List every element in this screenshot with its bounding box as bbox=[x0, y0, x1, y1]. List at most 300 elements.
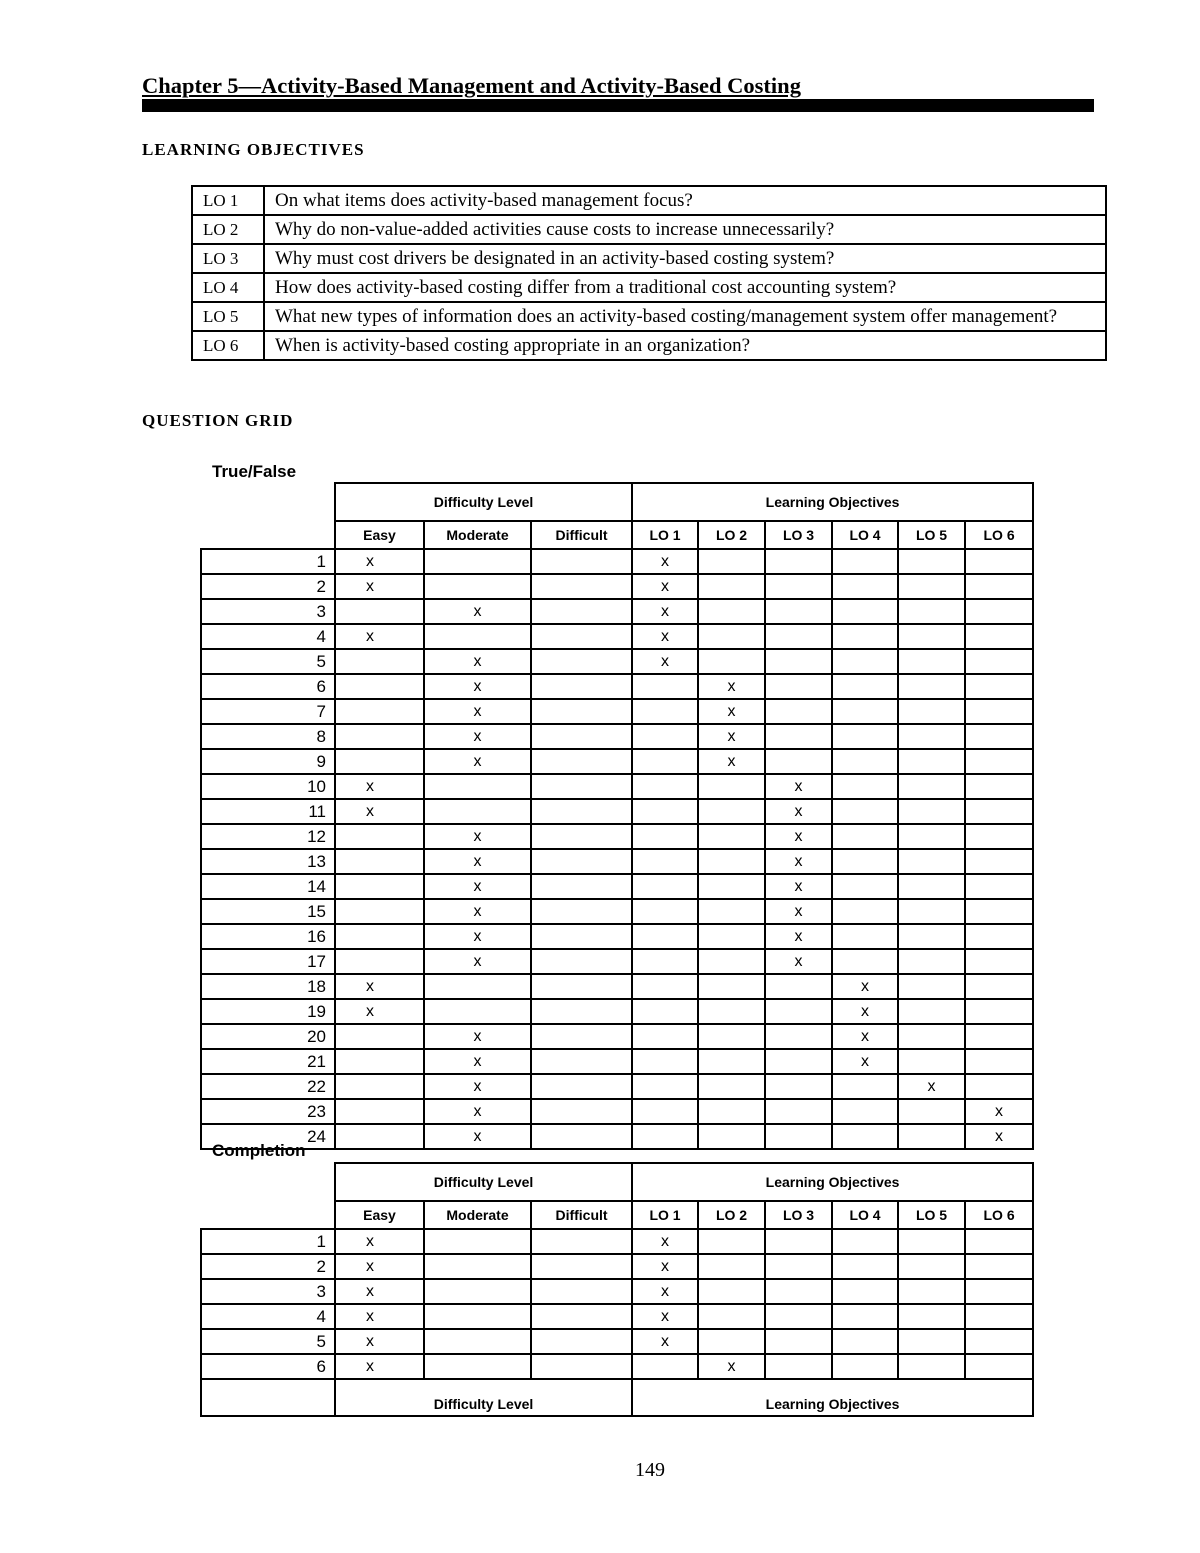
lo-cell-lo6 bbox=[965, 574, 1033, 599]
lo-cell-lo1: x bbox=[632, 574, 698, 599]
lo-cell-lo5 bbox=[898, 899, 965, 924]
table-row bbox=[201, 1229, 1033, 1254]
lo-cell-lo3: x bbox=[765, 949, 832, 974]
lo-cell-lo4 bbox=[832, 1304, 898, 1329]
difficulty-cell-moderate bbox=[424, 1304, 531, 1329]
footer-difficulty-level: Difficulty Level bbox=[335, 1379, 632, 1416]
question-number: 16 bbox=[201, 924, 335, 949]
question-number: 7 bbox=[201, 699, 335, 724]
lo-cell-lo5 bbox=[898, 1254, 965, 1279]
lo-cell-lo4 bbox=[832, 624, 898, 649]
difficulty-cell-moderate bbox=[424, 1354, 531, 1379]
lo-cell-lo5 bbox=[898, 699, 965, 724]
lo-cell-lo1 bbox=[632, 874, 698, 899]
lo-cell-lo4 bbox=[832, 874, 898, 899]
difficulty-cell-difficult bbox=[531, 599, 632, 624]
chapter-title-rule bbox=[142, 99, 1094, 112]
difficulty-cell-easy bbox=[335, 674, 424, 699]
lo-cell-lo2 bbox=[698, 1099, 765, 1124]
difficulty-cell-moderate: x bbox=[424, 874, 531, 899]
lo-cell-lo2 bbox=[698, 999, 765, 1024]
difficulty-cell-difficult bbox=[531, 674, 632, 699]
lo-cell-lo2 bbox=[698, 1329, 765, 1354]
lo-cell-lo6: x bbox=[965, 1124, 1033, 1149]
lo-cell-lo6 bbox=[965, 999, 1033, 1024]
lo-cell-lo2: x bbox=[698, 674, 765, 699]
lo-text: What new types of information does an activity-based costing/management system offer management? bbox=[264, 302, 1106, 331]
lo-cell-lo3 bbox=[765, 1279, 832, 1304]
lo-cell-lo1 bbox=[632, 1124, 698, 1149]
difficulty-cell-moderate: x bbox=[424, 924, 531, 949]
difficulty-cell-easy: x bbox=[335, 1229, 424, 1254]
lo-cell-lo5 bbox=[898, 1279, 965, 1304]
lo-cell-lo3 bbox=[765, 1024, 832, 1049]
difficulty-cell-easy: x bbox=[335, 799, 424, 824]
col-lo1: LO 1 bbox=[632, 521, 698, 549]
table-row bbox=[201, 1024, 1033, 1049]
lo-cell-lo4 bbox=[832, 699, 898, 724]
lo-cell-lo1 bbox=[632, 999, 698, 1024]
lo-cell-lo1: x bbox=[632, 1304, 698, 1329]
difficulty-cell-difficult bbox=[531, 1229, 632, 1254]
lo-cell-lo3: x bbox=[765, 774, 832, 799]
difficulty-cell-easy bbox=[335, 1124, 424, 1149]
lo-cell-lo1 bbox=[632, 674, 698, 699]
difficulty-cell-difficult bbox=[531, 1254, 632, 1279]
difficulty-cell-moderate bbox=[424, 774, 531, 799]
lo-cell-lo5 bbox=[898, 1304, 965, 1329]
question-number: 2 bbox=[201, 574, 335, 599]
lo-cell-lo1 bbox=[632, 749, 698, 774]
difficulty-level-header: Difficulty Level bbox=[335, 483, 632, 521]
lo-cell-lo2: x bbox=[698, 1354, 765, 1379]
lo-cell-lo5 bbox=[898, 974, 965, 999]
lo-cell-lo4 bbox=[832, 549, 898, 574]
lo-cell-lo5 bbox=[898, 1329, 965, 1354]
lo-cell-lo6 bbox=[965, 824, 1033, 849]
difficulty-cell-easy bbox=[335, 1074, 424, 1099]
lo-cell-lo5 bbox=[898, 1024, 965, 1049]
question-number: 9 bbox=[201, 749, 335, 774]
lo-cell-lo1 bbox=[632, 974, 698, 999]
lo-cell-lo2 bbox=[698, 1254, 765, 1279]
difficulty-cell-difficult bbox=[531, 1024, 632, 1049]
lo-cell-lo4 bbox=[832, 724, 898, 749]
lo-cell-lo2 bbox=[698, 1229, 765, 1254]
lo-cell-lo3: x bbox=[765, 824, 832, 849]
lo-cell-lo6 bbox=[965, 1304, 1033, 1329]
learning-objectives-header: Learning Objectives bbox=[632, 1163, 1033, 1201]
table-row bbox=[201, 724, 1033, 749]
question-number: 12 bbox=[201, 824, 335, 849]
table-row bbox=[201, 1074, 1033, 1099]
lo-cell-lo3 bbox=[765, 724, 832, 749]
lo-cell-lo4 bbox=[832, 1329, 898, 1354]
lo-cell-lo5 bbox=[898, 799, 965, 824]
lo-cell-lo4: x bbox=[832, 974, 898, 999]
difficulty-cell-moderate: x bbox=[424, 599, 531, 624]
difficulty-cell-difficult bbox=[531, 574, 632, 599]
difficulty-cell-easy bbox=[335, 874, 424, 899]
table-row bbox=[201, 1049, 1033, 1074]
col-difficult: Difficult bbox=[531, 521, 632, 549]
difficulty-cell-difficult bbox=[531, 824, 632, 849]
lo-cell-lo1 bbox=[632, 1354, 698, 1379]
lo-cell-lo2 bbox=[698, 924, 765, 949]
difficulty-cell-difficult bbox=[531, 799, 632, 824]
lo-cell-lo3 bbox=[765, 649, 832, 674]
difficulty-cell-moderate: x bbox=[424, 824, 531, 849]
difficulty-cell-easy bbox=[335, 1099, 424, 1124]
lo-cell-lo2 bbox=[698, 1074, 765, 1099]
lo-cell-lo2 bbox=[698, 549, 765, 574]
difficulty-cell-moderate bbox=[424, 1279, 531, 1304]
difficulty-cell-difficult bbox=[531, 699, 632, 724]
difficulty-cell-easy bbox=[335, 849, 424, 874]
lo-cell-lo3 bbox=[765, 749, 832, 774]
true-false-grid bbox=[200, 482, 1034, 1150]
lo-cell-lo5 bbox=[898, 949, 965, 974]
lo-cell-lo2 bbox=[698, 949, 765, 974]
difficulty-cell-easy bbox=[335, 599, 424, 624]
lo-cell-lo5 bbox=[898, 824, 965, 849]
lo-cell-lo3 bbox=[765, 599, 832, 624]
lo-cell-lo6 bbox=[965, 1329, 1033, 1354]
lo-cell-lo5 bbox=[898, 674, 965, 699]
lo-cell-lo6 bbox=[965, 774, 1033, 799]
table-row bbox=[201, 1329, 1033, 1354]
lo-cell-lo5 bbox=[898, 599, 965, 624]
lo-cell-lo4: x bbox=[832, 999, 898, 1024]
lo-cell-lo1 bbox=[632, 1049, 698, 1074]
lo-cell-lo4 bbox=[832, 574, 898, 599]
lo-row bbox=[192, 215, 1106, 244]
difficulty-cell-difficult bbox=[531, 999, 632, 1024]
lo-cell-lo3 bbox=[765, 699, 832, 724]
lo-cell-lo6 bbox=[965, 549, 1033, 574]
lo-code: LO 3 bbox=[192, 244, 264, 273]
table-row bbox=[201, 599, 1033, 624]
table-row bbox=[201, 799, 1033, 824]
lo-cell-lo3 bbox=[765, 999, 832, 1024]
lo-cell-lo1 bbox=[632, 799, 698, 824]
difficulty-cell-difficult bbox=[531, 1279, 632, 1304]
difficulty-cell-difficult bbox=[531, 924, 632, 949]
difficulty-cell-easy bbox=[335, 749, 424, 774]
lo-cell-lo6 bbox=[965, 1354, 1033, 1379]
learning-objectives-header: Learning Objectives bbox=[632, 483, 1033, 521]
difficulty-cell-difficult bbox=[531, 774, 632, 799]
difficulty-cell-moderate: x bbox=[424, 724, 531, 749]
lo-cell-lo2 bbox=[698, 649, 765, 674]
lo-cell-lo3 bbox=[765, 1099, 832, 1124]
difficulty-cell-moderate: x bbox=[424, 699, 531, 724]
question-number: 1 bbox=[201, 1229, 335, 1254]
difficulty-cell-moderate: x bbox=[424, 649, 531, 674]
table-row bbox=[201, 574, 1033, 599]
lo-row bbox=[192, 302, 1106, 331]
lo-text: Why must cost drivers be designated in an activity-based costing system? bbox=[264, 244, 1106, 273]
lo-cell-lo4 bbox=[832, 749, 898, 774]
difficulty-cell-easy: x bbox=[335, 574, 424, 599]
lo-cell-lo6 bbox=[965, 924, 1033, 949]
difficulty-cell-difficult bbox=[531, 724, 632, 749]
question-number: 6 bbox=[201, 1354, 335, 1379]
table-row bbox=[201, 824, 1033, 849]
lo-cell-lo4 bbox=[832, 1099, 898, 1124]
lo-cell-lo5: x bbox=[898, 1074, 965, 1099]
lo-cell-lo6 bbox=[965, 724, 1033, 749]
difficulty-cell-difficult bbox=[531, 749, 632, 774]
col-lo2: LO 2 bbox=[698, 521, 765, 549]
lo-cell-lo1: x bbox=[632, 1329, 698, 1354]
lo-cell-lo2: x bbox=[698, 749, 765, 774]
lo-code: LO 1 bbox=[192, 186, 264, 215]
lo-cell-lo5 bbox=[898, 924, 965, 949]
lo-cell-lo1: x bbox=[632, 599, 698, 624]
lo-cell-lo5 bbox=[898, 749, 965, 774]
lo-cell-lo3 bbox=[765, 1229, 832, 1254]
col-lo4: LO 4 bbox=[832, 521, 898, 549]
lo-cell-lo5 bbox=[898, 574, 965, 599]
lo-cell-lo1 bbox=[632, 824, 698, 849]
lo-cell-lo5 bbox=[898, 549, 965, 574]
difficulty-cell-easy bbox=[335, 949, 424, 974]
table-row bbox=[201, 749, 1033, 774]
difficulty-cell-moderate bbox=[424, 574, 531, 599]
lo-cell-lo1 bbox=[632, 1074, 698, 1099]
lo-cell-lo1: x bbox=[632, 649, 698, 674]
lo-cell-lo2 bbox=[698, 849, 765, 874]
lo-cell-lo2 bbox=[698, 574, 765, 599]
page-number: 149 bbox=[635, 1459, 665, 1481]
completion-rows bbox=[201, 1229, 1033, 1379]
lo-cell-lo3 bbox=[765, 1354, 832, 1379]
lo-row bbox=[192, 273, 1106, 302]
table-row bbox=[201, 699, 1033, 724]
lo-cell-lo1 bbox=[632, 699, 698, 724]
question-number: 4 bbox=[201, 1304, 335, 1329]
lo-cell-lo1 bbox=[632, 899, 698, 924]
lo-cell-lo3 bbox=[765, 1329, 832, 1354]
col-lo5: LO 5 bbox=[898, 521, 965, 549]
difficulty-cell-easy bbox=[335, 699, 424, 724]
completion-footer-row bbox=[201, 1379, 1033, 1416]
lo-cell-lo6 bbox=[965, 874, 1033, 899]
difficulty-cell-moderate: x bbox=[424, 1099, 531, 1124]
lo-cell-lo6 bbox=[965, 949, 1033, 974]
lo-cell-lo3 bbox=[765, 1074, 832, 1099]
column-header-row bbox=[201, 1201, 1033, 1229]
table-row bbox=[201, 949, 1033, 974]
lo-cell-lo2 bbox=[698, 774, 765, 799]
lo-code: LO 2 bbox=[192, 215, 264, 244]
lo-cell-lo2: x bbox=[698, 724, 765, 749]
lo-cell-lo4 bbox=[832, 1229, 898, 1254]
difficulty-cell-moderate: x bbox=[424, 1074, 531, 1099]
table-row bbox=[201, 849, 1033, 874]
lo-cell-lo4 bbox=[832, 674, 898, 699]
table-row bbox=[201, 1124, 1033, 1149]
difficulty-cell-easy: x bbox=[335, 974, 424, 999]
table-row bbox=[201, 874, 1033, 899]
lo-cell-lo4 bbox=[832, 774, 898, 799]
lo-cell-lo4 bbox=[832, 824, 898, 849]
question-number: 21 bbox=[201, 1049, 335, 1074]
lo-cell-lo6 bbox=[965, 1279, 1033, 1304]
difficulty-cell-easy bbox=[335, 899, 424, 924]
lo-cell-lo1: x bbox=[632, 1254, 698, 1279]
lo-cell-lo3 bbox=[765, 549, 832, 574]
lo-cell-lo5 bbox=[898, 874, 965, 899]
difficulty-cell-difficult bbox=[531, 549, 632, 574]
question-number: 19 bbox=[201, 999, 335, 1024]
difficulty-cell-easy: x bbox=[335, 1304, 424, 1329]
difficulty-cell-moderate bbox=[424, 974, 531, 999]
col-lo3: LO 3 bbox=[765, 521, 832, 549]
difficulty-cell-difficult bbox=[531, 849, 632, 874]
lo-cell-lo6 bbox=[965, 799, 1033, 824]
difficulty-cell-easy: x bbox=[335, 1279, 424, 1304]
lo-cell-lo2 bbox=[698, 824, 765, 849]
lo-cell-lo3: x bbox=[765, 874, 832, 899]
difficulty-cell-moderate: x bbox=[424, 1024, 531, 1049]
lo-cell-lo6 bbox=[965, 974, 1033, 999]
lo-cell-lo2 bbox=[698, 899, 765, 924]
difficulty-cell-difficult bbox=[531, 974, 632, 999]
lo-cell-lo2: x bbox=[698, 699, 765, 724]
lo-cell-lo4: x bbox=[832, 1049, 898, 1074]
lo-cell-lo1 bbox=[632, 949, 698, 974]
lo-cell-lo6 bbox=[965, 699, 1033, 724]
lo-cell-lo6 bbox=[965, 749, 1033, 774]
question-number: 1 bbox=[201, 549, 335, 574]
lo-cell-lo4 bbox=[832, 1124, 898, 1149]
lo-cell-lo5 bbox=[898, 624, 965, 649]
lo-cell-lo4 bbox=[832, 899, 898, 924]
lo-cell-lo1: x bbox=[632, 1279, 698, 1304]
lo-text: On what items does activity-based management focus? bbox=[264, 186, 1106, 215]
lo-cell-lo2 bbox=[698, 1304, 765, 1329]
lo-cell-lo6 bbox=[965, 1049, 1033, 1074]
lo-row bbox=[192, 244, 1106, 273]
lo-cell-lo1 bbox=[632, 724, 698, 749]
difficulty-cell-moderate bbox=[424, 549, 531, 574]
difficulty-cell-difficult bbox=[531, 1124, 632, 1149]
lo-cell-lo5 bbox=[898, 849, 965, 874]
difficulty-cell-easy: x bbox=[335, 774, 424, 799]
table-row bbox=[201, 1099, 1033, 1124]
table-row bbox=[201, 1279, 1033, 1304]
lo-cell-lo4 bbox=[832, 849, 898, 874]
difficulty-cell-difficult bbox=[531, 899, 632, 924]
lo-cell-lo4 bbox=[832, 924, 898, 949]
lo-cell-lo1: x bbox=[632, 624, 698, 649]
question-number: 23 bbox=[201, 1099, 335, 1124]
difficulty-cell-difficult bbox=[531, 1099, 632, 1124]
question-number: 20 bbox=[201, 1024, 335, 1049]
lo-cell-lo4 bbox=[832, 1074, 898, 1099]
lo-cell-lo1 bbox=[632, 849, 698, 874]
question-number: 3 bbox=[201, 599, 335, 624]
table-row bbox=[201, 674, 1033, 699]
completion-label: Completion bbox=[212, 1141, 306, 1160]
difficulty-cell-difficult bbox=[531, 1049, 632, 1074]
lo-text: When is activity-based costing appropriate in an organization? bbox=[264, 331, 1106, 360]
difficulty-cell-difficult bbox=[531, 1329, 632, 1354]
lo-cell-lo6 bbox=[965, 599, 1033, 624]
difficulty-cell-moderate: x bbox=[424, 899, 531, 924]
question-number: 17 bbox=[201, 949, 335, 974]
table-row bbox=[201, 899, 1033, 924]
lo-cell-lo3 bbox=[765, 1254, 832, 1279]
col-easy: Easy bbox=[335, 521, 424, 549]
lo-cell-lo2 bbox=[698, 974, 765, 999]
lo-code: LO 4 bbox=[192, 273, 264, 302]
lo-cell-lo5 bbox=[898, 1099, 965, 1124]
lo-code: LO 6 bbox=[192, 331, 264, 360]
lo-cell-lo1: x bbox=[632, 549, 698, 574]
difficulty-cell-moderate: x bbox=[424, 849, 531, 874]
lo-cell-lo5 bbox=[898, 774, 965, 799]
difficulty-cell-easy: x bbox=[335, 999, 424, 1024]
lo-row bbox=[192, 186, 1106, 215]
lo-cell-lo5 bbox=[898, 1049, 965, 1074]
lo-cell-lo2 bbox=[698, 624, 765, 649]
difficulty-cell-difficult bbox=[531, 1074, 632, 1099]
difficulty-cell-difficult bbox=[531, 624, 632, 649]
question-number: 15 bbox=[201, 899, 335, 924]
col-lo6: LO 6 bbox=[965, 1201, 1033, 1229]
lo-cell-lo3: x bbox=[765, 799, 832, 824]
lo-cell-lo3 bbox=[765, 1304, 832, 1329]
lo-cell-lo1 bbox=[632, 774, 698, 799]
lo-cell-lo4 bbox=[832, 949, 898, 974]
lo-cell-lo3 bbox=[765, 624, 832, 649]
difficulty-cell-moderate bbox=[424, 1329, 531, 1354]
lo-cell-lo1: x bbox=[632, 1229, 698, 1254]
difficulty-cell-easy bbox=[335, 1049, 424, 1074]
true-false-rows bbox=[201, 549, 1033, 1149]
footer-learning-objectives: Learning Objectives bbox=[632, 1379, 1033, 1416]
difficulty-cell-moderate: x bbox=[424, 749, 531, 774]
difficulty-cell-moderate: x bbox=[424, 1124, 531, 1149]
lo-cell-lo6 bbox=[965, 1024, 1033, 1049]
difficulty-cell-moderate bbox=[424, 624, 531, 649]
lo-cell-lo6 bbox=[965, 624, 1033, 649]
difficulty-cell-easy bbox=[335, 1024, 424, 1049]
lo-cell-lo3: x bbox=[765, 924, 832, 949]
col-lo4: LO 4 bbox=[832, 1201, 898, 1229]
question-number: 14 bbox=[201, 874, 335, 899]
difficulty-cell-moderate bbox=[424, 999, 531, 1024]
lo-cell-lo4: x bbox=[832, 1024, 898, 1049]
lo-cell-lo2 bbox=[698, 1024, 765, 1049]
lo-text: Why do non-value-added activities cause costs to increase unnecessarily? bbox=[264, 215, 1106, 244]
lo-cell-lo5 bbox=[898, 999, 965, 1024]
col-lo6: LO 6 bbox=[965, 521, 1033, 549]
table-row bbox=[201, 1254, 1033, 1279]
lo-cell-lo1 bbox=[632, 924, 698, 949]
lo-cell-lo6 bbox=[965, 649, 1033, 674]
table-row bbox=[201, 1354, 1033, 1379]
lo-text: How does activity-based costing differ from a traditional cost accounting system? bbox=[264, 273, 1106, 302]
question-number: 4 bbox=[201, 624, 335, 649]
question-number: 5 bbox=[201, 1329, 335, 1354]
lo-cell-lo3: x bbox=[765, 899, 832, 924]
completion-grid bbox=[200, 1162, 1034, 1417]
difficulty-cell-moderate: x bbox=[424, 949, 531, 974]
